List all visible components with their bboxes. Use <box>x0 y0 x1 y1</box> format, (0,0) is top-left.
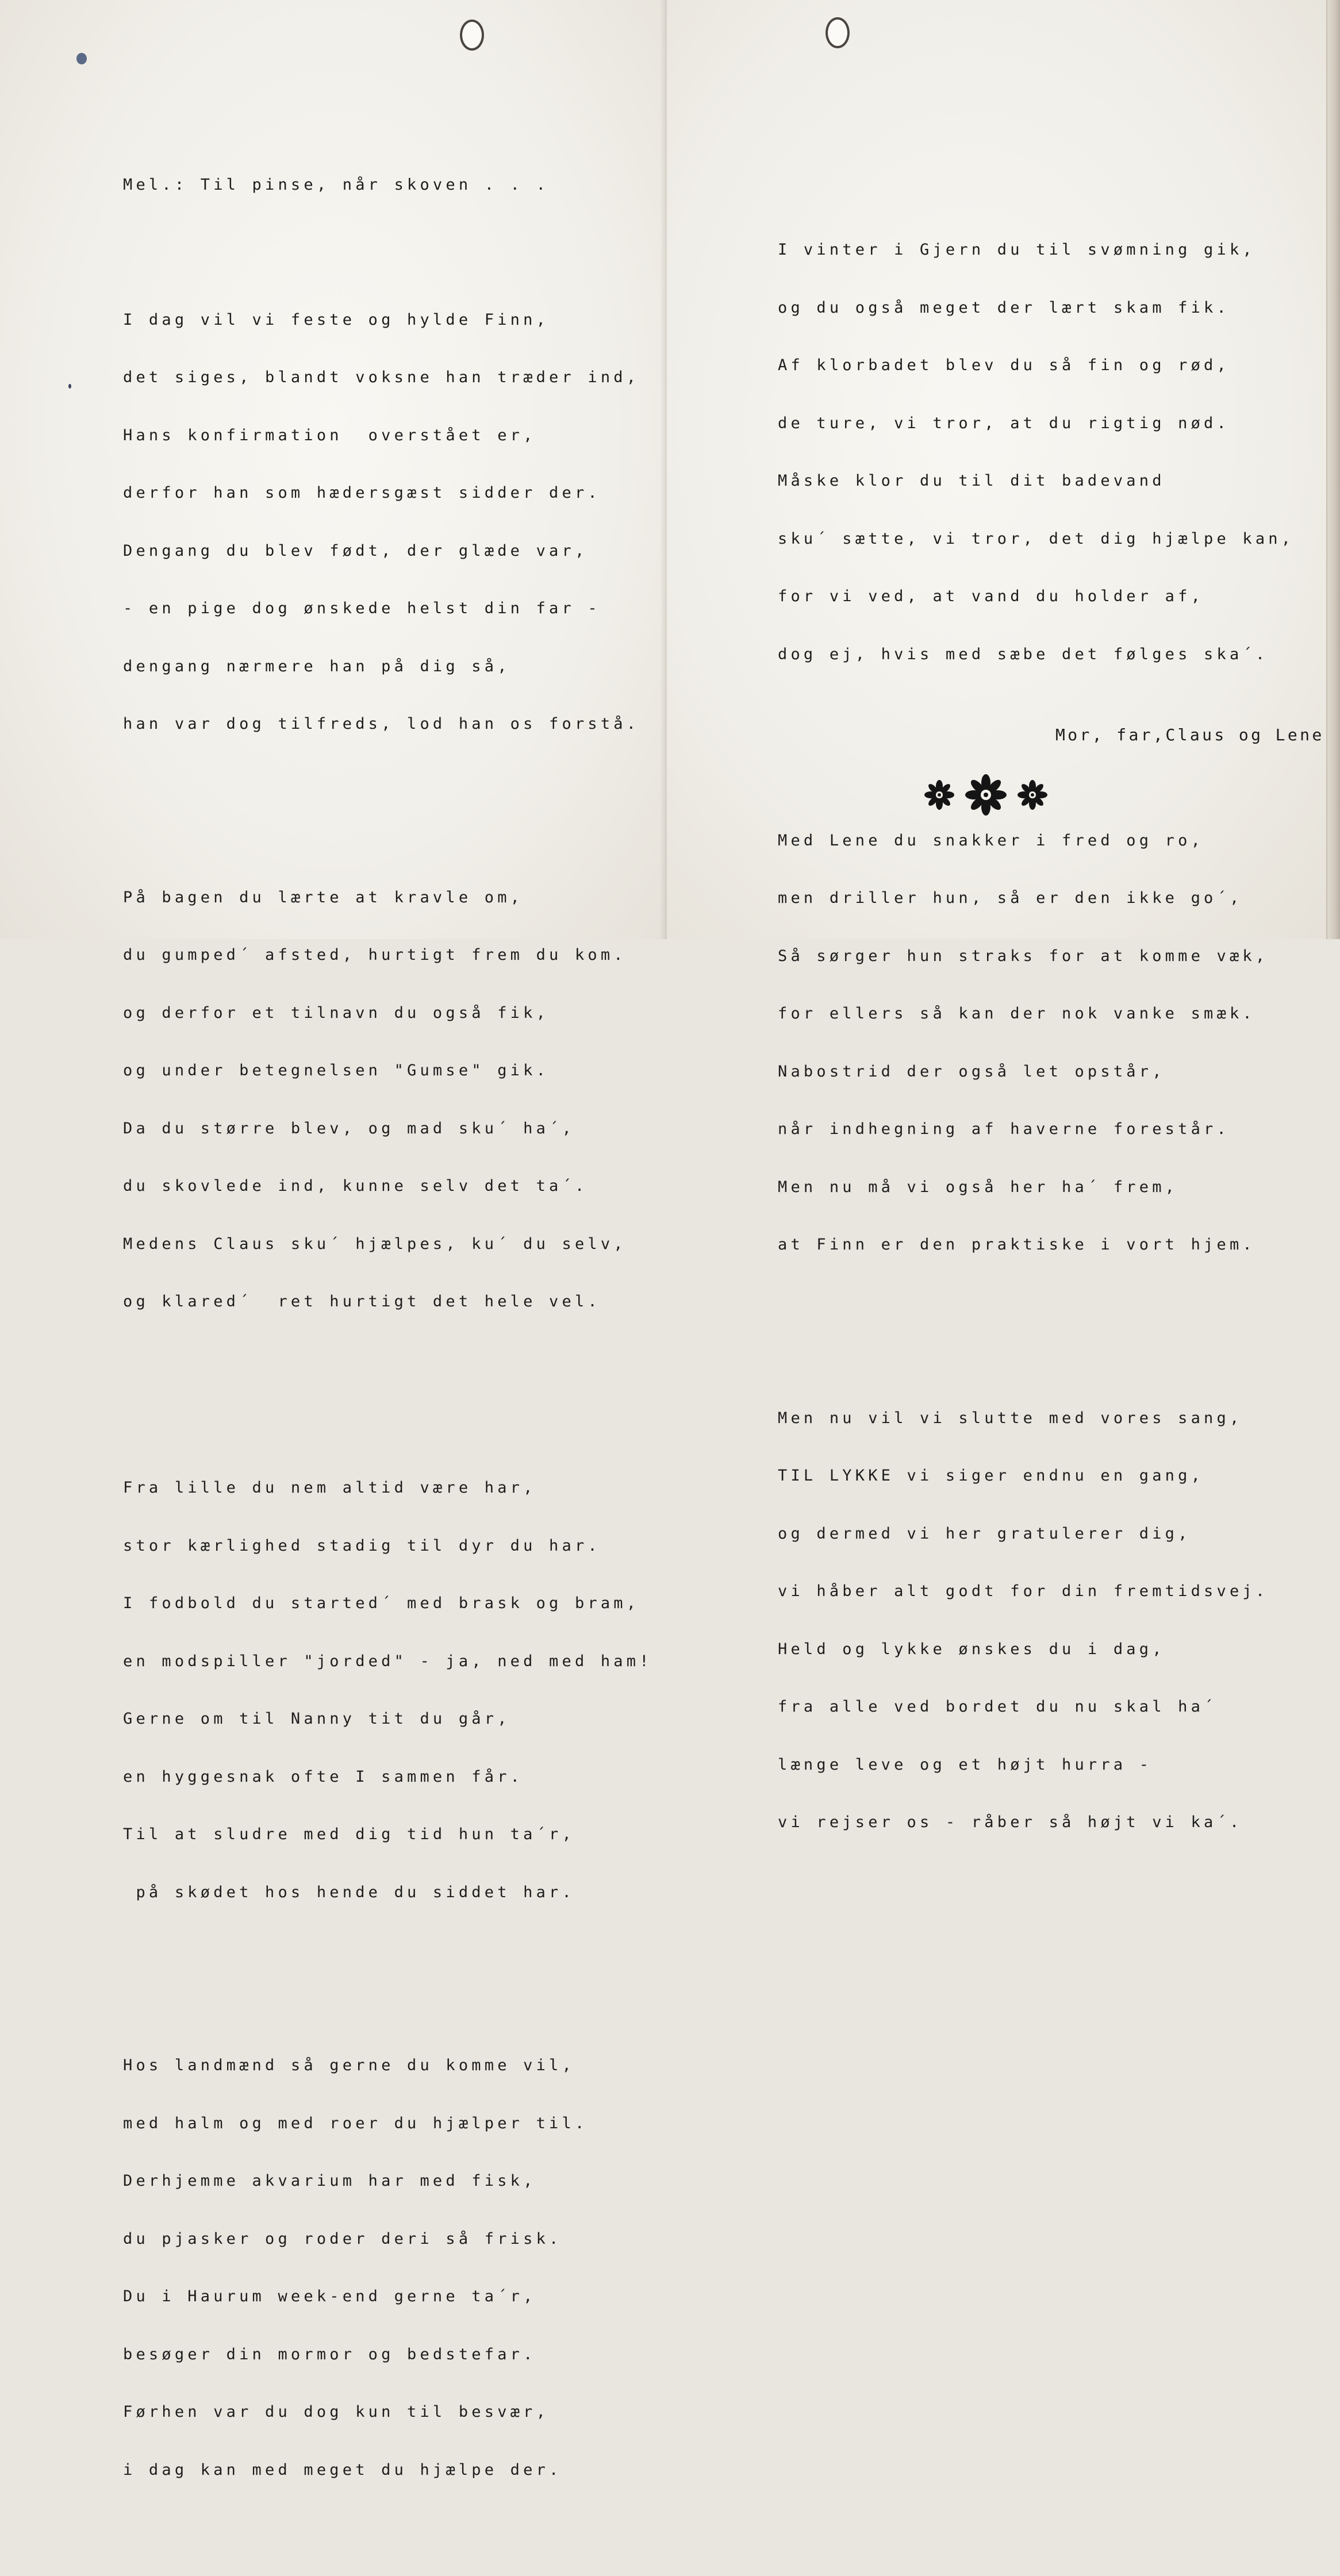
flower-icon <box>963 772 1008 817</box>
verse-line: Hos landmænd så gerne du komme vil, <box>123 2056 575 2074</box>
verse-line: vi håber alt godt for din fremtidsvej. <box>778 1582 1269 1600</box>
stanza-7 <box>778 1370 1294 1871</box>
stanza-5 <box>778 202 1294 702</box>
verse-line: Førhen var du dog kun til besvær, <box>123 2403 550 2421</box>
verse-line: Held og lykke ønskes du i dag, <box>778 1640 1165 1658</box>
verse-line: du gumped´ afsted, hurtigt frem du kom. <box>123 946 627 964</box>
melody-line: Mel.: Til pinse, når skoven . . . <box>123 176 550 194</box>
verse-line: I dag vil vi feste og hylde Finn, <box>123 310 550 329</box>
verse-line: en hyggesnak ofte I sammen får. <box>123 1767 524 1786</box>
verse-line: og derfor et tilnavn du også fik, <box>123 1004 550 1022</box>
verse-line: derfor han som hædersgæst sidder der. <box>123 484 601 502</box>
verse-line: at Finn er den praktiske i vort hjem. <box>778 1236 1255 1254</box>
verse-line: - en pige dog ønskede helst din far - <box>123 599 601 617</box>
verse-line: I vinter i Gjern du til svømning gik, <box>778 241 1255 259</box>
verse-line: dog ej, hvis med sæbe det følges ska´. <box>778 645 1269 663</box>
flower-ornament <box>923 772 1049 817</box>
punch-hole-right <box>825 17 850 48</box>
verse-line: dengang nærmere han på dig så, <box>123 657 510 675</box>
left-song-column <box>123 137 652 2576</box>
verse-line: Men nu må vi også her ha´ frem, <box>778 1178 1178 1196</box>
verse-line: med halm og med roer du hjælper til. <box>123 2114 588 2132</box>
flower-icon <box>923 779 955 811</box>
verse-line: og du også meget der lært skam fik. <box>778 298 1230 317</box>
paper-edge <box>1326 0 1340 939</box>
verse-line: fra alle ved bordet du nu skal ha´ <box>778 1698 1217 1716</box>
verse-line: TIL LYKKE vi siger endnu en gang, <box>778 1467 1204 1485</box>
verse-line: en modspiller "jorded" - ja, ned med ham! <box>123 1652 652 1670</box>
verse-line: men driller hun, så er den ikke go´, <box>778 889 1243 907</box>
verse-line: Med Lene du snakker i fred og ro, <box>778 831 1204 849</box>
verse-line: du skovlede ind, kunne selv det ta´. <box>123 1177 588 1195</box>
verse-line: når indhegning af haverne forestår. <box>778 1120 1230 1138</box>
verse-line: Du i Haurum week-end gerne ta´r, <box>123 2287 536 2305</box>
verse-line: de ture, vi tror, at du rigtig nød. <box>778 414 1230 432</box>
verse-line: Måske klor du til dit badevand <box>778 472 1165 490</box>
verse-line: det siges, blandt voksne han træder ind, <box>123 368 640 386</box>
verse-line: du pjasker og roder deri så frisk. <box>123 2229 562 2248</box>
left-page <box>0 0 667 2479</box>
punch-hole-left <box>460 20 484 51</box>
verse-line: Da du større blev, og mad sku´ ha´, <box>123 1119 575 1137</box>
verse-line: Gerne om til Nanny tit du går, <box>123 1710 510 1728</box>
verse-line: for vi ved, at vand du holder af, <box>778 587 1204 605</box>
verse-line: for ellers så kan der nok vanke smæk. <box>778 1005 1255 1022</box>
verse-line: Fra lille du nem altid være har, <box>123 1479 536 1497</box>
verse-line: Så sørger hun straks for at komme væk, <box>778 947 1269 965</box>
verse-line: og dermed vi her gratulerer dig, <box>778 1524 1191 1543</box>
ink-spot <box>76 53 87 64</box>
verse-line: I fodbold du started´ med brask og bram, <box>123 1594 640 1612</box>
flower-icon <box>1016 779 1049 811</box>
verse-line: længe leve og et højt hurra - <box>778 1755 1153 1774</box>
stanza-3 <box>123 1440 652 1940</box>
verse-line: og under betegnelsen "Gumse" gik. <box>123 1062 550 1079</box>
stanza-2 <box>123 849 652 1350</box>
signature: Mor, far,Claus og Lene <box>1055 725 1324 744</box>
verse-line: Derhjemme akvarium har med fisk, <box>123 2172 536 2190</box>
verse-line: Af klorbadet blev du så fin og rød, <box>778 356 1230 374</box>
verse-line: og klared´ ret hurtigt det hele vel. <box>123 1293 601 1310</box>
verse-line: Men nu vil vi slutte med vores sang, <box>778 1409 1243 1427</box>
stanza-1 <box>123 272 652 772</box>
verse-line: Hans konfirmation overstået er, <box>123 426 536 444</box>
verse-line: Dengang du blev født, der glæde var, <box>123 541 588 560</box>
stanza-6 <box>778 793 1294 1293</box>
verse-line: Nabostrid der også let opstår, <box>778 1062 1165 1081</box>
stanza-4 <box>123 2017 652 2518</box>
verse-line: stor kærlighed stadig til dyr du har. <box>123 1536 601 1555</box>
verse-line: Til at sludre med dig tid hun ta´r, <box>123 1825 575 1843</box>
ink-spot <box>68 384 71 389</box>
verse-line: i dag kan med meget du hjælpe der. <box>123 2460 562 2479</box>
verse-line: På bagen du lærte at kravle om, <box>123 888 524 906</box>
verse-line: på skødet hos hende du siddet har. <box>123 1883 575 1901</box>
verse-line: besøger din mormor og bedstefar. <box>123 2345 536 2363</box>
verse-line: Medens Claus sku´ hjælpes, ku´ du selv, <box>123 1235 627 1253</box>
verse-line: vi rejser os - råber så højt vi ka´. <box>778 1813 1243 1831</box>
verse-line: sku´ sætte, vi tror, det dig hjælpe kan, <box>778 529 1295 548</box>
right-song-column <box>778 163 1294 1928</box>
verse-line: han var dog tilfreds, lod han os forstå. <box>123 715 640 733</box>
